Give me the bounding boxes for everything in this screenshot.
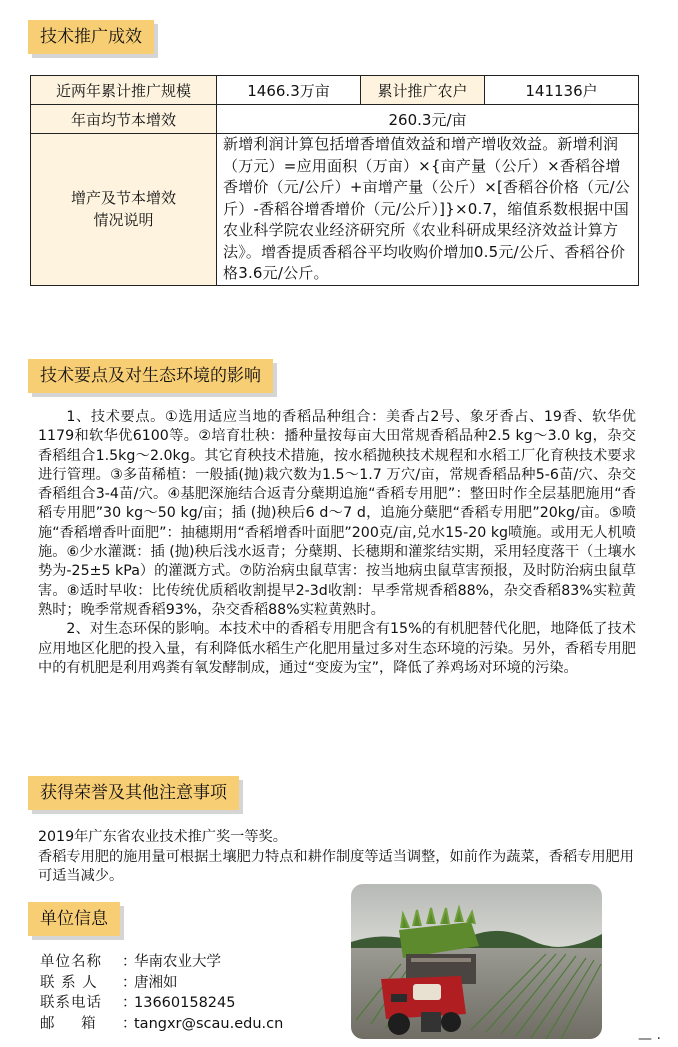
unit-colon: ：	[122, 974, 137, 991]
honors-line: 2019年广东省农业技术推广奖一等奖。	[38, 829, 287, 845]
table-cell-value: 1466.3万亩	[217, 76, 361, 105]
page-number-fragment: — ·	[638, 1031, 661, 1047]
section-title-honors: 获得荣誉及其他注意事项	[28, 776, 239, 810]
label-line: 增产及节本增效	[70, 189, 176, 208]
unit-row-phone	[40, 993, 283, 1014]
honors-line: 香稻专用肥的施用量可根据土壤肥力特点和耕作制度等适当调整，如前作为蔬菜，香稻专用肥用可适当减少。	[38, 848, 634, 884]
table-cell-description: 新增利润计算包括增香增值效益和增产增收效益。新增利润（万元）=应用面积（万亩）×{亩产量（公斤）×香稻谷增香增价（元/公斤）+亩增产量（公斤）×[香稻谷价格（元/公斤）-香稻谷增香增价（元/公斤）]}×0.7，缩值系数根据中国农业科学院农业经济研究所《农业科研成果经济效益计算方法》。增香提质香稻谷平均收购价增加0.5元/公斤、香稻谷价格3.6元/公斤。	[217, 134, 639, 286]
unit-key: 邮 箱	[40, 1015, 97, 1032]
section-title-promotion: 技术推广成效	[28, 20, 154, 54]
key-points-paragraph-2: 2、对生态环保的影响。本技术中的香稻专用肥含有15%的有机肥替代化肥，地降低了技术应用地区化肥的投入量，有利降低水稻生产化肥用量过多对生态环境的污染。另外，香稻专用肥中的有机肥是利用鸡粪有氧发酵制成，通过“变废为宝”，降低了养鸡场对环境的污染。	[38, 621, 636, 676]
unit-info	[40, 952, 283, 1034]
table-cell-label: 累计推广农户	[361, 76, 485, 105]
unit-key: 联 系 人	[40, 974, 98, 991]
table-row	[31, 134, 639, 286]
unit-key: 联系电话	[40, 995, 102, 1011]
unit-colon: ：	[122, 995, 137, 1011]
unit-key: 单位名称	[40, 954, 102, 970]
rice-transplanter-photo	[351, 884, 602, 1039]
table-cell-label: 年亩均节本增效	[31, 105, 217, 134]
honors-body	[38, 828, 636, 887]
label-line: 情况说明	[93, 211, 154, 230]
unit-value: tangxr@scau.edu.cn	[134, 1015, 284, 1032]
unit-colon: ：	[122, 954, 137, 970]
key-points-body	[38, 408, 636, 678]
section-title-key-points: 技术要点及对生态环境的影响	[28, 359, 273, 393]
unit-value: 华南农业大学	[134, 954, 221, 970]
table-cell-label	[31, 134, 217, 286]
table-cell-value: 141136户	[485, 76, 639, 105]
section-title-unit: 单位信息	[28, 902, 120, 936]
table-row	[31, 76, 639, 105]
unit-row-email	[40, 1014, 283, 1035]
unit-colon: ：	[122, 1015, 137, 1032]
promotion-summary-table	[30, 75, 639, 286]
unit-row-contact	[40, 973, 283, 994]
table-cell-label: 近两年累计推广规模	[31, 76, 217, 105]
key-points-paragraph-1: 1、技术要点。①选用适应当地的香稻品种组合：美香占2号、象牙香占、19香、软华优1179和软华优6100等。②培育壮秧：播种量按每亩大田常规香稻品种2.5 kg～3.0 kg，杂交香稻组合1.5kg～2.0kg。其它育秧技术措施，按水稻抛秧技术规程和水稻工厂化育秧技术要求进行管理。③多苗稀植：一般插(抛)栽穴数为1.5～1.7 万穴/亩，常规香稻品种5-6苗/穴、杂交香稻组合3-4苗/穴。④基肥深施结合返青分蘖期追施“香稻专用肥”：整田时作全层基肥施用“香稻专用肥”30 kg～50 kg/亩；插 (抛)秧后6 d～7 d，追施分蘖肥“香稻专用肥”20kg/亩。⑤喷施“香稻增香叶面肥”：抽穗期用“香稻增香叶面肥”200克/亩,兑水15-20 kg喷施。或用无人机喷施。⑥少水灌溉：插 (抛)秧后浅水返青；分蘖期、长穗期和灌浆结实期，采用轻度落干（土壤水势为-25±5 kPa）的灌溉方式。⑦防治病虫鼠草害：按当地病虫鼠草害预报，及时防治病虫鼠草害。⑧适时早收：比传统优质稻收割提早2-3d收割：早季常规香稻88%，杂交香稻83%实粒黄熟时；晚季常规香稻93%，杂交香稻88%实粒黄熟时。	[38, 409, 636, 618]
unit-row-name	[40, 952, 283, 973]
table-row	[31, 105, 639, 134]
unit-value: 13660158245	[134, 995, 236, 1011]
unit-value: 唐湘如	[134, 974, 178, 991]
table-cell-value: 260.3元/亩	[217, 105, 639, 134]
